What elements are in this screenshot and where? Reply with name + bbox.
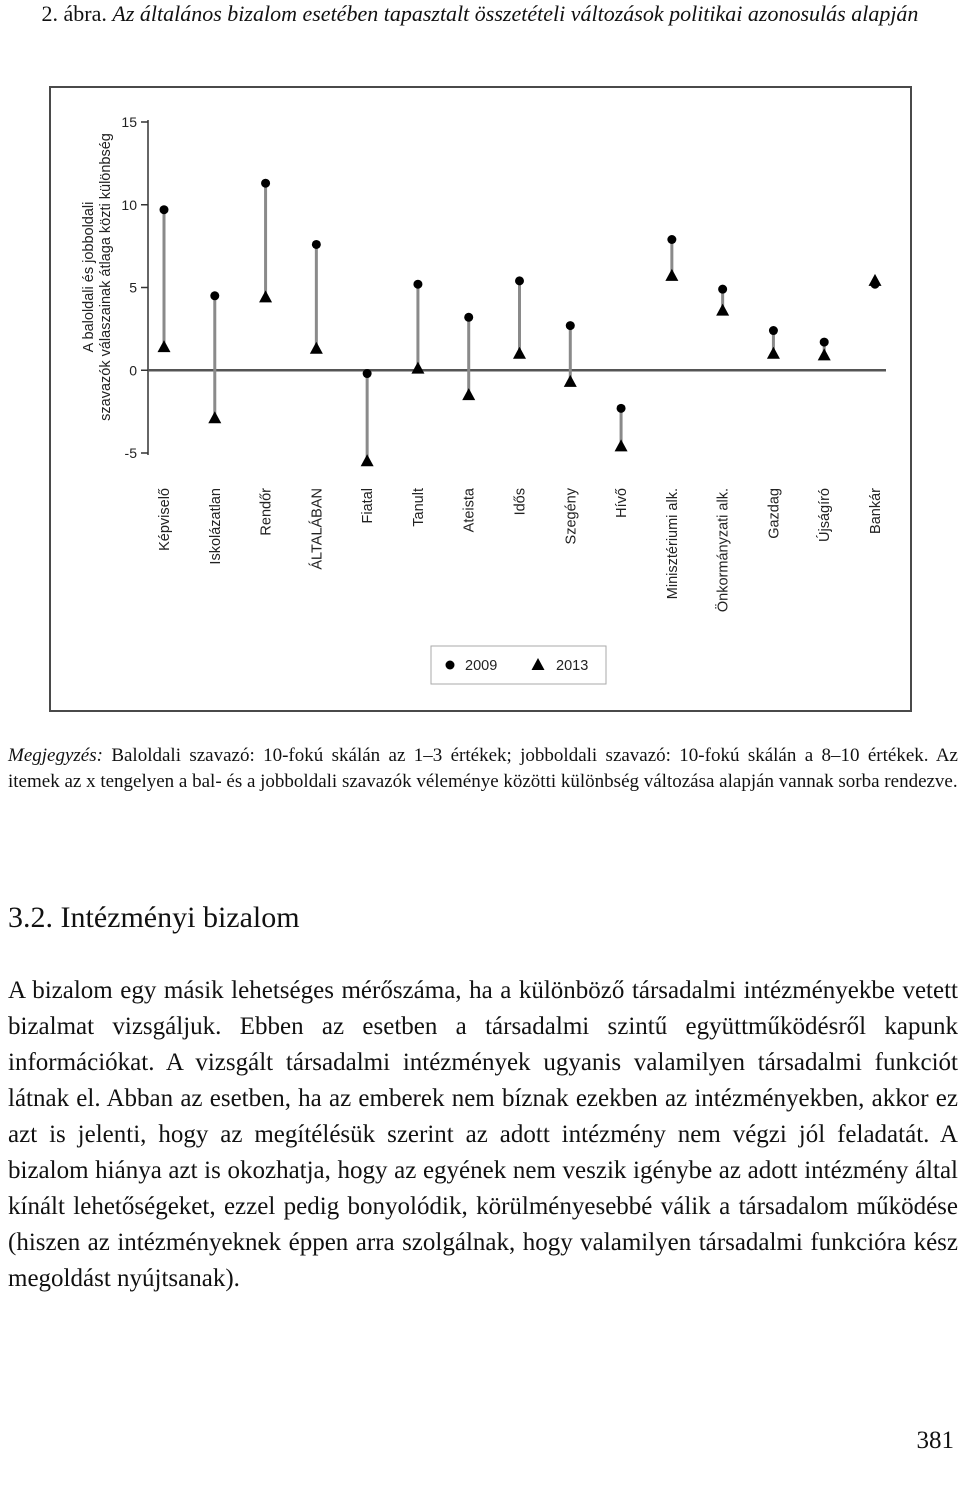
point-2009 [769,326,778,335]
x-category-label: Tanult [410,488,427,527]
point-2009 [363,369,372,378]
x-category-label: Fiatal [360,488,377,524]
legend-2009-label: 2009 [465,658,498,674]
point-2013 [310,342,323,354]
point-2009 [413,280,422,289]
legend-2009-marker [446,661,455,670]
y-axis-title: A baloldali és jobboldaliszavazók válaszainak átlaga közti különbség [81,133,114,421]
point-2009 [820,338,829,347]
point-2013 [208,411,221,423]
x-category-label: Minisztériumi alk. [664,488,681,600]
point-2013 [615,439,628,451]
point-2009 [515,276,524,285]
point-2009 [464,313,473,322]
dot-plot-chart [0,0,960,740]
y-tick-label: 5 [129,279,137,296]
y-tick-label: 10 [121,196,137,213]
x-category-label: Bankár [868,488,884,534]
point-2009 [160,205,169,214]
body-paragraph: A bizalom egy másik lehetséges mérőszáma, ha a különböző társadalmi intézményekbe vetett bizalmat vizsgáljuk. Ebben az esetben a társadalmi szintű együttműködésről kapunk információkat. A vizsgált társadalmi intézmények ugyanis valamilyen társadalmi funkciót látnak el. Abban az esetben, ha az emberek nem bíznak ezekben az intézményekben, akkor ez azt is jelenti, hogy az megítélésük szerint az adott intézmény nem végzi jól feladatát. A bizalom hiánya azt is okozhatja, hogy az egyének nem veszik igénybe az adott intézmény által kínált lehetőségeket, ezzel pedig bonyolódik, körülményesebbé válik a társadalom működése (hiszen az intézményeknek éppen arra szolgálnak, hogy valamilyen társadalmi funkcióra kész megoldást nyújtsanak). [8,977,958,1292]
x-category-label: Hívő [614,488,631,518]
page-number: 381 [916,1427,954,1454]
y-tick-label: -5 [124,445,137,461]
x-category-label: Képviselő [157,488,173,551]
point-2013 [462,388,475,400]
point-2009 [617,404,626,413]
figure-title-text: Az általános bizalom esetében tapasztalt összetételi változások politikai azonosulás alapján [112,1,919,26]
x-category-label: Iskolázatlan [207,488,224,565]
x-category-label: Önkormányzati alk. [715,488,732,613]
point-2013 [513,347,526,359]
note-label: Megjegyzés: [8,745,103,766]
x-category-label: Újságíró [817,488,834,542]
point-2013 [158,340,171,352]
point-2013 [361,454,374,466]
point-2013 [411,362,424,374]
point-2009 [261,179,270,188]
x-category-label: Idős [512,488,529,516]
point-2009 [667,235,676,244]
point-2013 [767,347,780,359]
point-2009 [210,291,219,300]
figure-note [8,743,958,795]
note-text: Baloldali szavazó: 10-fokú skálán az 1–3 értékek; jobboldali szavazó: 10-fokú skálán a 8–10 értékek. Az itemek az x tengelyen a bal- és a jobboldali szavazók véleménye közötti különbség változása alapján vannak sorba rendezve. [8,745,958,792]
point-2009 [718,285,727,294]
figure-label: 2. ábra. [41,1,107,26]
x-category-label: Szegény [563,488,580,545]
point-2013 [665,269,678,281]
point-2009 [312,240,321,249]
x-category-label: Rendőr [258,488,275,536]
y-tick-label: 0 [129,362,137,379]
point-2013 [818,348,831,360]
point-2009 [871,280,880,289]
point-2013 [259,290,272,302]
point-2013 [564,375,577,387]
x-category-label: ÁLTALÁBAN [309,488,326,570]
y-tick-label: 15 [121,114,137,130]
point-2013 [716,304,729,316]
point-2009 [566,321,575,330]
legend-2013-label: 2013 [556,658,589,674]
x-category-label: Ateista [461,488,478,533]
x-category-label: Gazdag [766,488,783,539]
section-heading: 3.2. Intézményi bizalom [8,901,300,934]
